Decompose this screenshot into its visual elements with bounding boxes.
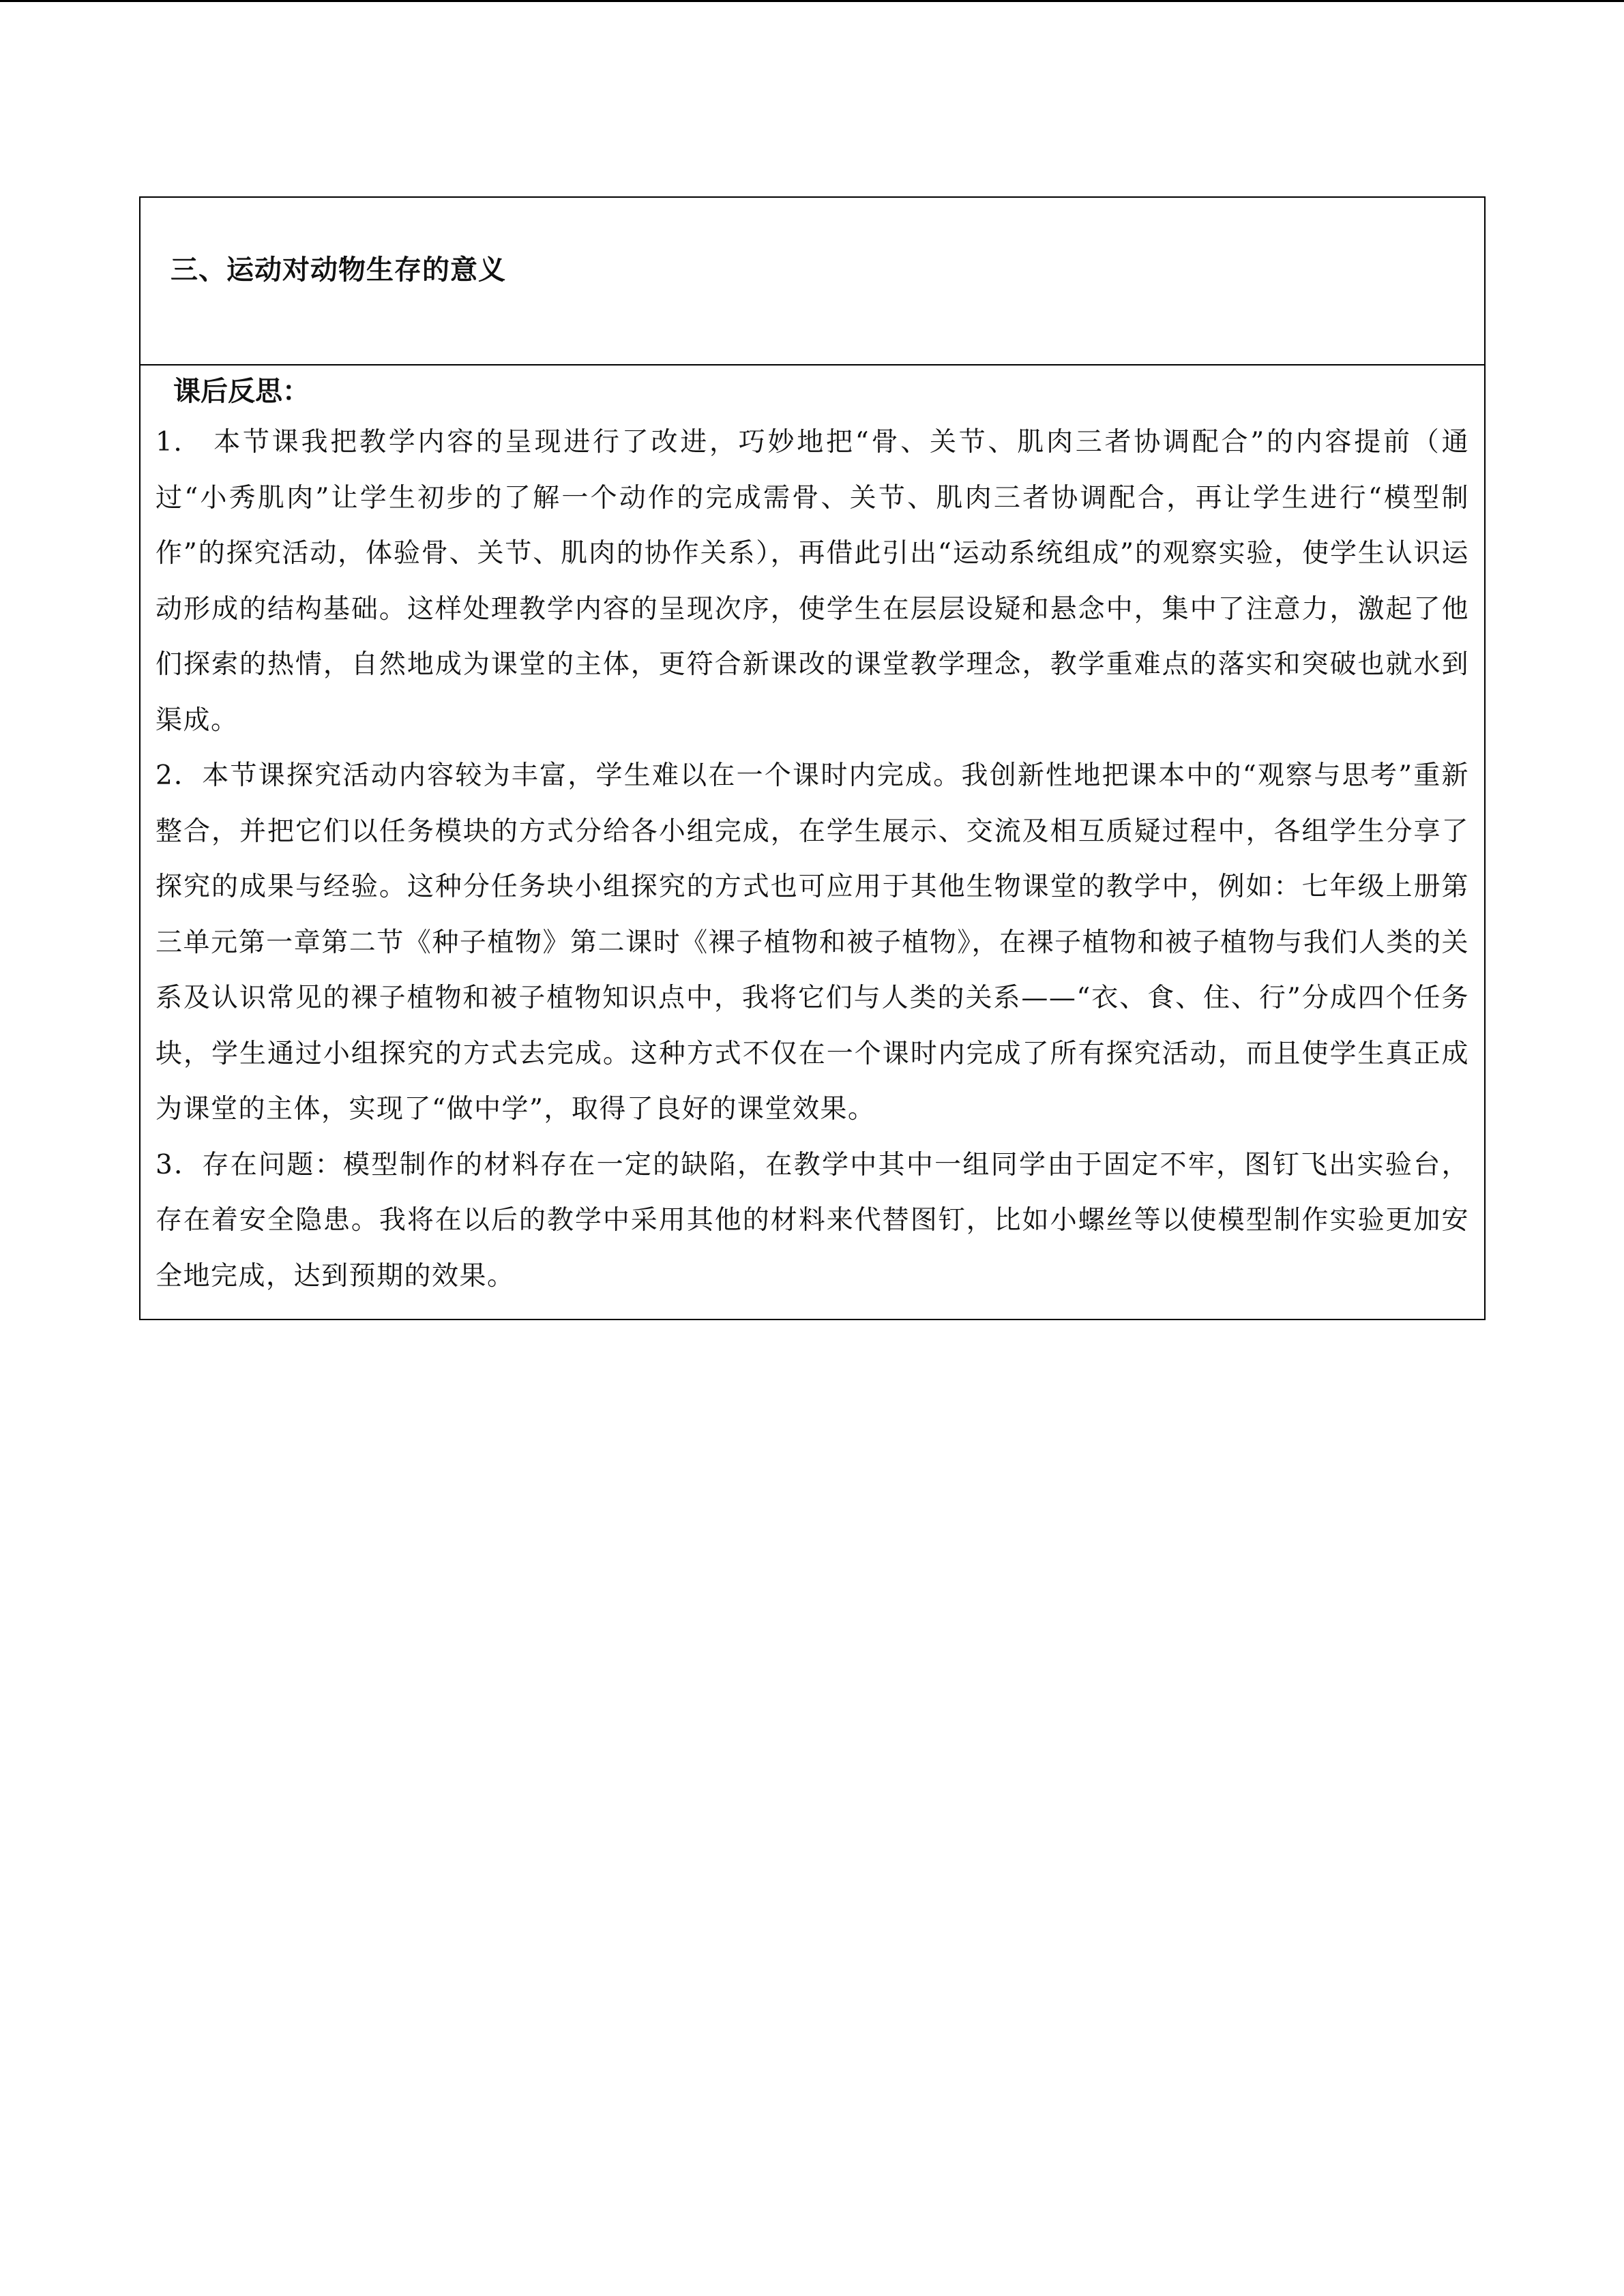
reflection-heading: 课后反思：	[173, 376, 310, 407]
reflection-paragraph-2: 2．本节课探究活动内容较为丰富，学生难以在一个课时内完成。我创新性地把课本中的“观察与思考”重新整合，并把它们以任务模块的方式分给各小组完成，在学生展示、交流及相互质疑过程中，各组学生分享了探究的成果与经验。这种分任务块小组探究的方式也可应用于其他生物课堂的教学中，例如：七年级上册第三单元第一章第二节《种子植物》第二课时《裸子植物和被子植物》，在裸子植物和被子植物与我们人类的关系及认识常见的裸子植物和被子植物知识点中，我将它们与人类的关系——“衣、食、住、行”分成四个任务块，学生通过小组探究的方式去完成。这种方式不仅在一个课时内完成了所有探究活动，而且使学生真正成为课堂的主体，实现了“做中学”，取得了良好的课堂效果。	[156, 760, 1469, 1124]
page-top-rule	[0, 0, 1624, 2]
lesson-table	[139, 196, 1486, 1320]
reflection-paragraph-3: 3．存在问题：模型制作的材料存在一定的缺陷，在教学中其中一组同学由于固定不牢，图钉飞出实验台，存在着安全隐患。我将在以后的教学中采用其他的材料来代替图钉，比如小螺丝等以使模型制作实验更加安全地完成，达到预期的效果。	[156, 1149, 1469, 1292]
reflection-cell	[141, 366, 1484, 1319]
section-heading: 三、运动对动物生存的意义	[171, 254, 506, 286]
section-cell	[141, 198, 1484, 366]
reflection-paragraph-1: 1. 本节课我把教学内容的呈现进行了改进，巧妙地把“骨、关节、肌肉三者协调配合”的内容提前（通过“小秀肌肉”让学生初步的了解一个动作的完成需骨、关节、肌肉三者协调配合，再让学生进行“模型制作”的探究活动，体验骨、关节、肌肉的协作关系），再借此引出“运动系统组成”的观察实验，使学生认识运动形成的结构基础。这样处理教学内容的呈现次序，使学生在层层设疑和悬念中，集中了注意力，激起了他们探索的热情，自然地成为课堂的主体，更符合新课改的课堂教学理念，教学重难点的落实和突破也就水到渠成。	[156, 427, 1469, 736]
